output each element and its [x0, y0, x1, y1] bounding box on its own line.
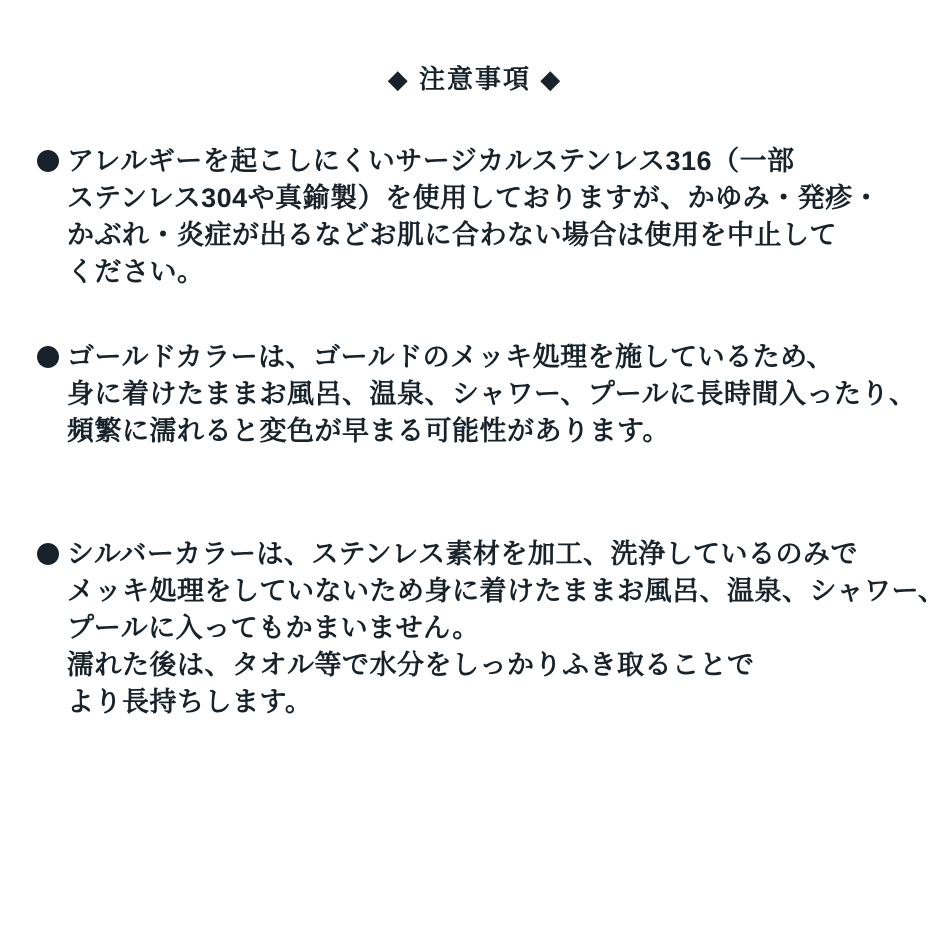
page-title: ◆ 注意事項 ◆ — [387, 64, 563, 94]
notice-line: かぶれ・炎症が出るなどお肌に合わない場合は使用を中止して — [67, 220, 837, 250]
notice-item-silver-color — [37, 536, 946, 721]
notice-line: プールに入ってもかまいません。 — [67, 613, 480, 643]
notice-text — [67, 536, 945, 721]
notice-item-gold-color — [37, 339, 930, 450]
notice-text — [67, 339, 917, 450]
notice-line: ステンレス304や真鍮製）を使用しておりますが、かゆみ・発疹・ — [67, 183, 881, 213]
notice-line: ください。 — [67, 257, 205, 287]
notice-text — [67, 143, 880, 291]
notice-line: 頻繁に濡れると変色が早まる可能性があります。 — [67, 416, 670, 446]
notice-line: アレルギーを起こしにくいサージカルステンレス316（一部 — [67, 146, 795, 176]
notice-item-allergy — [37, 143, 930, 291]
notice-line: より長持ちします。 — [67, 687, 313, 717]
notice-line: メッキ処理をしていないため身に着けたままお風呂、温泉、シャワー、 — [67, 576, 946, 606]
notice-line: ゴールドカラーは、ゴールドのメッキ処理を施しているため、 — [67, 342, 835, 372]
bullet-icon — [37, 346, 59, 368]
notice-line: 身に着けたままお風呂、温泉、シャワー、プールに長時間入ったり、 — [67, 379, 917, 409]
notice-line: シルバーカラーは、ステンレス素材を加工、洗浄しているのみで — [67, 539, 859, 569]
bullet-icon — [37, 150, 59, 172]
notice-line: 濡れた後は、タオル等で水分をしっかりふき取ることで — [67, 650, 755, 680]
bullet-icon — [37, 543, 59, 565]
